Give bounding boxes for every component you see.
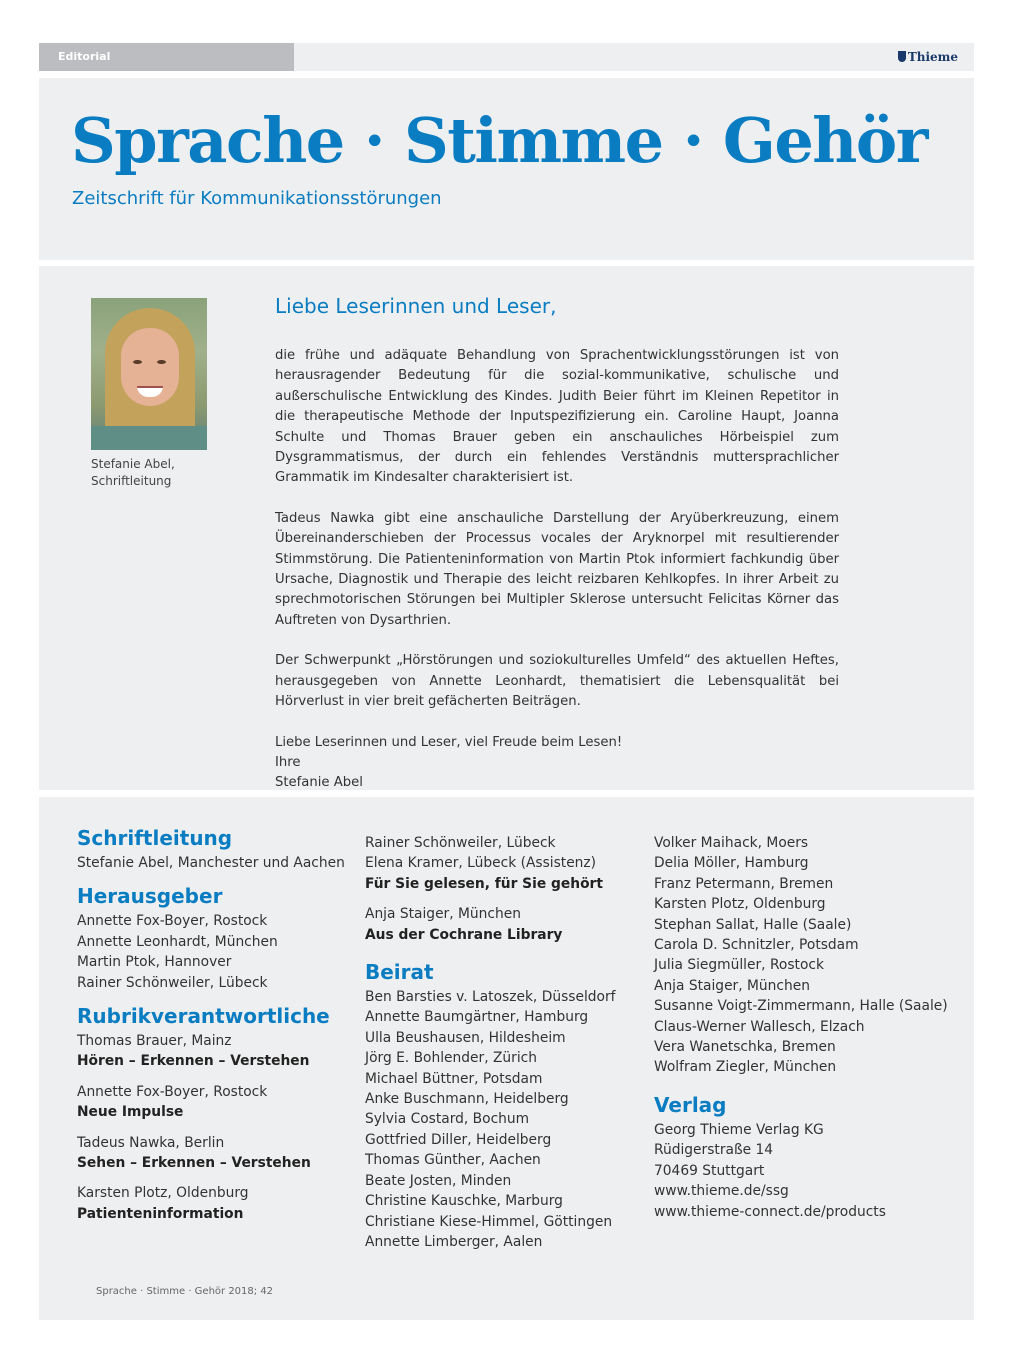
rubrik-name: Anja Staiger, München [365, 906, 521, 923]
section-tag [39, 43, 294, 71]
beirat-name: Wolfram Ziegler, München [654, 1059, 837, 1076]
beirat-name: Volker Maihack, Moers [654, 835, 809, 851]
closing-line: Ihre [275, 754, 301, 770]
author-photo [91, 298, 207, 450]
editorial-paragraph: die frühe und adäquate Behandlung von Sprachentwicklungsstörungen ist von herausragender Bedeutung für die sozial-kommunikative, schulische und außerschulische Entwicklung des Kindes. Judith Beier führt im Kleinen Repetitor in die therapeutische Methode der Inputspezifizierung ein. Caroline Haupt, Joanna Schulte und Thomas Brauer geben ein anschauliches Hörbeispiel zum Dysgrammatismus, der durch ein fehlendes Verständnis muttersprachlicher Grammatik im Kindesalter charakterisiert ist. [275, 348, 839, 486]
section-tag-label: Editorial [58, 50, 111, 63]
beirat-name: Julia Siegmüller, Rostock [654, 957, 824, 974]
rubrik-title: Hören – Erkennen – Verstehen [77, 1053, 310, 1070]
rubrik-name: Annette Fox-Boyer, Rostock [77, 1083, 268, 1100]
beirat-name: Stephan Sallat, Halle (Saale) [654, 916, 852, 933]
editorial-closing [275, 733, 839, 794]
editorial-paragraph: Tadeus Nawka gibt eine anschauliche Darstellung der Aryüberkreuzung, einem Übereinanderschieben der Processus vocales der Aryknorpel mit resultierender Stimmstörung. Die Patienteninformation von Martin Ptok informiert fachkundig über Ursache, Diagnostik und Therapie des leicht reizbaren Kehlkopfes. In ihrer Arbeit zu sprechmotorischen Störungen bei Multipler Sklerose untersucht Felicitas Körner das Auftreten von Dysarthrien. [275, 510, 839, 628]
herausgeber-heading: Herausgeber [77, 884, 223, 909]
verlag-products-link[interactable]: www.thieme-connect.de/products [654, 1203, 886, 1220]
beirat-name: Ben Barsties v. Latoszek, Düsseldorf [365, 989, 616, 1006]
rubrik-heading: Rubrikverantwortliche [77, 1004, 330, 1029]
editorial-section [39, 266, 974, 790]
beirat-name: Jörg E. Bohlender, Zürich [365, 1050, 538, 1067]
herausgeber-name: Annette Fox-Boyer, Rostock [77, 913, 268, 930]
imprint-column-2 [365, 833, 655, 1252]
rubrik-name: Rainer Schönweiler, Lübeck [365, 835, 556, 851]
rubrik-title: Für Sie gelesen, für Sie gehört [365, 875, 603, 892]
herausgeber-name: Annette Leonhardt, München [77, 933, 278, 950]
beirat-name: Ulla Beushausen, Hildesheim [365, 1029, 566, 1046]
beirat-name: Christiane Kiese-Himmel, Göttingen [365, 1213, 613, 1230]
imprint-section [39, 797, 974, 1320]
schriftleitung-heading: Schriftleitung [77, 826, 233, 850]
verlag-website-link[interactable]: www.thieme.de/ssg [654, 1183, 789, 1200]
beirat-name: Sylvia Costard, Bochum [365, 1111, 530, 1128]
beirat-name: Franz Petermann, Bremen [654, 875, 834, 892]
schriftleitung-name: Stefanie Abel, Manchester und Aachen [77, 855, 345, 871]
herausgeber-name: Martin Ptok, Hannover [77, 954, 232, 971]
beirat-name: Christine Kauschke, Marburg [365, 1193, 563, 1210]
editorial-greeting: Liebe Leserinnen und Leser, [275, 294, 557, 318]
beirat-name: Gottfried Diller, Heidelberg [365, 1131, 552, 1148]
editorial-body [275, 346, 839, 794]
beirat-name: Carola D. Schnitzler, Potsdam [654, 937, 859, 954]
beirat-name: Delia Möller, Hamburg [654, 855, 809, 872]
beirat-name: Anja Staiger, München [654, 977, 810, 994]
photo-caption [91, 456, 231, 490]
closing-signature: Stefanie Abel [275, 775, 363, 791]
rubrik-name: Elena Kramer, Lübeck (Assistenz) [365, 855, 597, 872]
thieme-shield-icon [898, 51, 906, 62]
rubrik-name: Tadeus Nawka, Berlin [77, 1134, 225, 1151]
verlag-heading: Verlag [654, 1092, 727, 1117]
beirat-name: Beate Josten, Minden [365, 1172, 512, 1189]
masthead [39, 78, 974, 260]
imprint-column-3 [654, 833, 954, 1222]
beirat-name: Karsten Plotz, Oldenburg [654, 896, 826, 913]
publisher-logo [898, 50, 958, 64]
beirat-name: Susanne Voigt-Zimmermann, Halle (Saale) [654, 998, 948, 1015]
rubrik-title: Sehen – Erkennen – Verstehen [77, 1155, 311, 1172]
rubrik-name: Thomas Brauer, Mainz [77, 1033, 232, 1050]
top-bar [39, 43, 974, 71]
beirat-name: Thomas Günther, Aachen [365, 1152, 541, 1169]
editorial-paragraph: Der Schwerpunkt „Hörstörungen und soziokulturelles Umfeld“ des aktuellen Heftes, herausgegeben von Annette Leonhardt, thematisiert die Lebensqualität bei Hörverlust in vier breit gefächerten Beiträgen. [275, 653, 839, 710]
beirat-name: Annette Limberger, Aalen [365, 1233, 543, 1250]
beirat-name: Vera Wanetschka, Bremen [654, 1039, 836, 1056]
rubrik-title: Neue Impulse [77, 1104, 184, 1121]
caption-role: Schriftleitung [91, 474, 172, 488]
rubrik-title: Aus der Cochrane Library [365, 926, 563, 943]
beirat-heading: Beirat [365, 960, 434, 985]
beirat-name: Claus-Werner Wallesch, Elzach [654, 1018, 865, 1035]
caption-name: Stefanie Abel, [91, 457, 175, 471]
closing-line: Liebe Leserinnen und Leser, viel Freude beim Lesen! [275, 734, 623, 750]
imprint-column-1 [77, 825, 367, 1224]
verlag-line: 70469 Stuttgart [654, 1162, 765, 1179]
journal-title: Sprache · Stimme · Gehör [71, 104, 927, 177]
beirat-name: Anke Buschmann, Heidelberg [365, 1091, 569, 1108]
publisher-logo-text: Thieme [907, 50, 958, 64]
beirat-name: Annette Baumgärtner, Hamburg [365, 1009, 589, 1026]
rubrik-title: Patienteninformation [77, 1205, 244, 1222]
verlag-line: Rüdigerstraße 14 [654, 1142, 774, 1159]
herausgeber-name: Rainer Schönweiler, Lübeck [77, 974, 268, 991]
rubrik-name: Karsten Plotz, Oldenburg [77, 1185, 249, 1202]
beirat-name: Michael Büttner, Potsdam [365, 1070, 543, 1087]
verlag-line: Georg Thieme Verlag KG [654, 1121, 824, 1138]
page-footer: Sprache · Stimme · Gehör 2018; 42 [96, 1286, 274, 1297]
journal-subtitle: Zeitschrift für Kommunikationsstörungen [72, 188, 442, 209]
